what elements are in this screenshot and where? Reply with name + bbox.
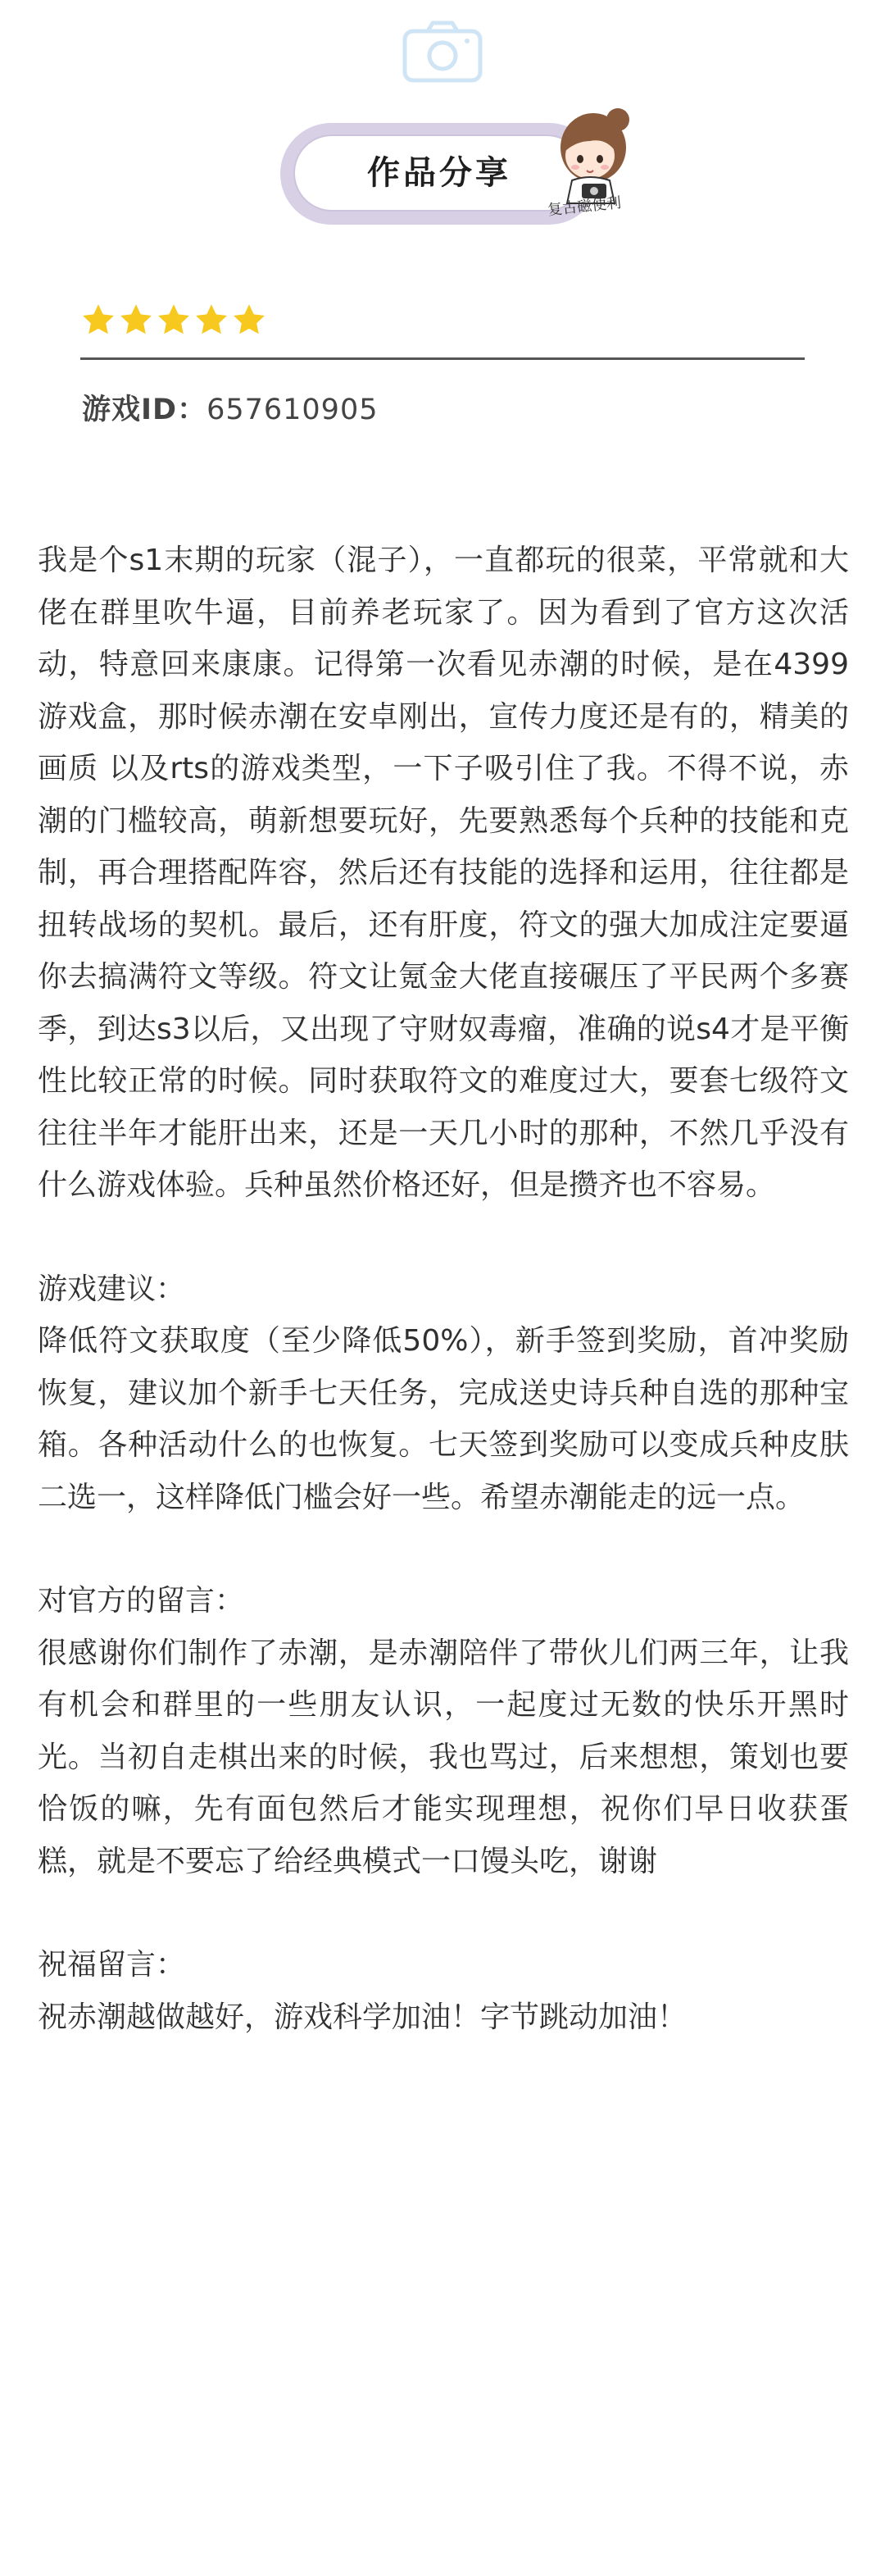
message-paragraph: 很感谢你们制作了赤潮，是赤潮陪伴了带伙儿们两三年，让我有机会和群里的一些朋友认识，一起度过无数的快乐开黑时光。当初自走棋出来的时候，我也骂过，后来想想，策划也要恰饭的嘛，先有面包然后才能实现理想，祝你们早日收获蛋糕，就是不要忘了给经典模式一口馒头吃，谢谢 <box>38 1636 849 1878</box>
wish-heading: 祝福留言： <box>38 1948 186 1982</box>
star-icon <box>231 302 267 338</box>
star-icon <box>80 302 116 338</box>
divider <box>80 357 805 360</box>
message-heading: 对官方的留言： <box>38 1584 245 1618</box>
wish-paragraph: 祝赤潮越做越好，游戏科学加油！字节跳动加油！ <box>38 2000 688 2034</box>
game-id-value: 657610905 <box>206 394 379 426</box>
mascot-caption: 复古磁便利 <box>547 193 623 220</box>
star-icon <box>156 302 192 338</box>
star-icon <box>193 302 229 338</box>
page-title: 作品分享 <box>367 154 511 192</box>
star-rating <box>80 302 267 343</box>
suggestion-paragraph: 降低符文获取度（至少降低50%），新手签到奖励，首冲奖励恢复，建议加个新手七天任务，完成送史诗兵种自选的那种宝箱。各种活动什么的也恢复。七天签到奖励可以变成兵种皮肤二选一，这样降低门槛会好一些。希望赤潮能走的远一点。 <box>38 1324 849 1514</box>
star-icon <box>118 302 154 338</box>
game-id-label: 游戏ID： <box>82 394 207 426</box>
camera-icon <box>402 20 483 84</box>
article-body <box>38 535 849 2043</box>
game-id <box>82 387 379 428</box>
suggestion-heading: 游戏建议： <box>38 1272 186 1306</box>
intro-paragraph: 我是个s1末期的玩家（混子），一直都玩的很菜，平常就和大佬在群里吹牛逼，目前养老玩家了。因为看到了官方这次活动，特意回来康康。记得第一次看见赤潮的时候，是在4399游戏盒，那时候赤潮在安卓刚出，宣传力度还是有的，精美的画质 以及rts的游戏类型，一下子吸引住了我。不得不说，赤潮的门槛较高，萌新想要玩好，先要熟悉每个兵种的技能和克制，再合理搭配阵容，然后还有技能的选择和运用，往往都是扭转战场的契机。最后，还有肝度，符文的强大加成注定要逼你去搞满符文等级。符文让氪金大佬直接碾压了平民两个多赛季，到达s3以后，又出现了守财奴毒瘤，准确的说s4才是平衡性比较正常的时候。同时获取符文的难度过大，要套七级符文往往半年才能肝出来，还是一天几小时的那种，不然几乎没有什么游戏体验。兵种虽然价格还好，但是攒齐也不容易。 <box>38 544 849 1202</box>
